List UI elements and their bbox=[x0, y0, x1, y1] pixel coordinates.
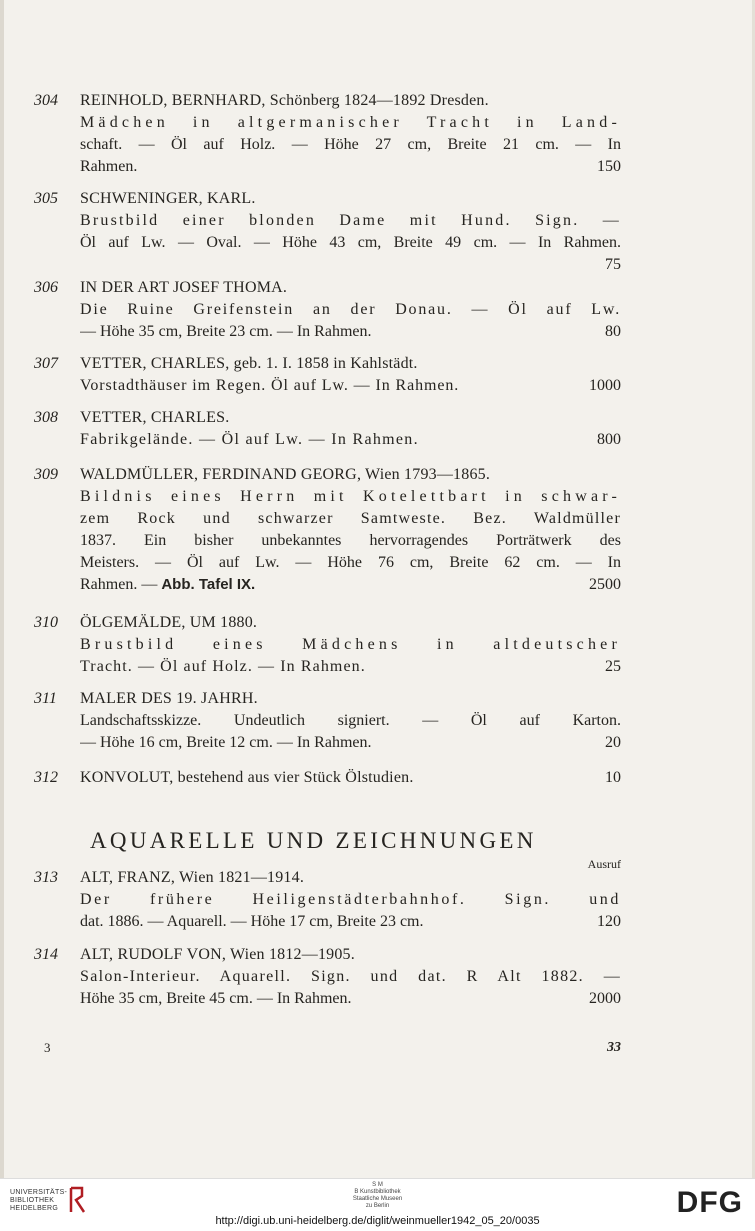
lot-number: 314 bbox=[34, 946, 58, 963]
lot-heading: ALT, FRANZ, Wien 1821—1914. bbox=[80, 869, 305, 886]
lot-text: Rahmen. — bbox=[80, 576, 158, 593]
lot-number: 308 bbox=[34, 409, 58, 426]
heidelberg-logo-icon bbox=[68, 1186, 90, 1214]
lot-text-line: — Höhe 35 cm, Breite 23 cm. — In Rahmen. bbox=[80, 323, 372, 340]
lot-text-line: Landschaftsskizze. Undeutlich signiert. — Öl auf Karton. bbox=[80, 712, 621, 729]
lot-text-line: zem Rock und schwarzer Samtweste. Bez. Waldmüller bbox=[80, 510, 621, 527]
lot-price: 2000 bbox=[589, 990, 621, 1007]
lot-text-line: dat. 1886. — Aquarell. — Höhe 17 cm, Breite 23 cm. bbox=[80, 913, 424, 930]
lot-text-line: Brustbild eines Mädchens in altdeutscher bbox=[80, 636, 621, 653]
lot-heading: WALDMÜLLER, FERDINAND GEORG, Wien 1793—1865. bbox=[80, 466, 491, 483]
lot-text-line: Mädchen in altgermanischer Tracht in Land- bbox=[80, 114, 621, 131]
uni-line: HEIDELBERG bbox=[10, 1205, 59, 1212]
kunstbibliothek-label bbox=[300, 1182, 455, 1210]
lot-text-line: Der frühere Heiligenstädterbahnhof. Sign. und bbox=[80, 891, 621, 908]
signature-mark: 3 bbox=[44, 1040, 51, 1055]
lot-text-line: Brustbild einer blonden Dame mit Hund. Sign. — bbox=[80, 212, 621, 229]
lot-text-line: Die Ruine Greifenstein an der Donau. — Öl auf Lw. bbox=[80, 301, 621, 318]
plate-reference: Abb. Tafel IX. bbox=[161, 576, 256, 593]
lot-price: 1000 bbox=[589, 377, 621, 394]
lot-heading: MALER DES 19. JAHRH. bbox=[80, 690, 258, 707]
lot-heading: VETTER, CHARLES, geb. 1. I. 1858 in Kahlstädt. bbox=[80, 355, 418, 372]
uni-line: UNIVERSITÄTS- bbox=[10, 1189, 68, 1196]
lot-text-line: Höhe 35 cm, Breite 45 cm. — In Rahmen. bbox=[80, 990, 352, 1007]
section-title: AQUARELLE UND ZEICHNUNGEN bbox=[90, 828, 537, 853]
uni-line: BIBLIOTHEK bbox=[10, 1197, 55, 1204]
lot-text-line: Bildnis eines Herrn mit Kotelettbart in schwar- bbox=[80, 488, 621, 505]
lot-price: 2500 bbox=[589, 576, 621, 593]
lot-price: 75 bbox=[605, 256, 621, 273]
lot-text-line: Vorstadthäuser im Regen. Öl auf Lw. — In Rahmen. bbox=[80, 377, 460, 394]
lot-price: 25 bbox=[605, 658, 621, 675]
lot-price: 10 bbox=[605, 769, 621, 786]
source-url[interactable]: http://digi.ub.uni-heidelberg.de/diglit/weinmueller1942_05_20/0035 bbox=[215, 1215, 540, 1227]
lot-text-line: schaft. — Öl auf Holz. — Höhe 27 cm, Breite 21 cm. — In bbox=[80, 136, 621, 153]
lot-text-line bbox=[80, 574, 380, 595]
center-line: S M bbox=[372, 1182, 383, 1188]
lot-number: 306 bbox=[34, 279, 58, 296]
lot-number: 309 bbox=[34, 466, 58, 483]
lot-heading: IN DER ART JOSEF THOMA. bbox=[80, 279, 288, 296]
lot-text-line: Salon-Interieur. Aquarell. Sign. und dat. R Alt 1882. — bbox=[80, 968, 621, 985]
lot-number: 312 bbox=[34, 769, 58, 786]
lot-heading: ÖLGEMÄLDE, UM 1880. bbox=[80, 614, 258, 631]
lot-heading: SCHWENINGER, KARL. bbox=[80, 190, 256, 207]
lot-text-line: Fabrikgelände. — Öl auf Lw. — In Rahmen. bbox=[80, 431, 419, 448]
lot-number: 310 bbox=[34, 614, 58, 631]
lot-number: 304 bbox=[34, 92, 58, 109]
lot-heading: KONVOLUT, bestehend aus vier Stück Ölstudien. bbox=[80, 769, 414, 786]
lot-price: 800 bbox=[597, 431, 621, 448]
lot-text-line: Tracht. — Öl auf Holz. — In Rahmen. bbox=[80, 658, 366, 675]
page-number: 33 bbox=[607, 1040, 621, 1055]
lot-text-line: 1837. Ein bisher unbekanntes hervorragendes Porträtwerk des bbox=[80, 532, 621, 549]
lot-heading: VETTER, CHARLES. bbox=[80, 409, 230, 426]
center-line: B Kunstbibliothek bbox=[354, 1189, 401, 1195]
lot-price: 120 bbox=[597, 913, 621, 930]
university-library-label bbox=[10, 1189, 67, 1213]
lot-number: 313 bbox=[34, 869, 58, 886]
lot-number: 305 bbox=[34, 190, 58, 207]
page-edge-left bbox=[0, 0, 4, 1178]
lot-heading: REINHOLD, BERNHARD, Schönberg 1824—1892 Dresden. bbox=[80, 92, 489, 109]
dfg-logo: DFG bbox=[676, 1186, 743, 1219]
ausruf-label: Ausruf bbox=[587, 857, 621, 871]
lot-number: 307 bbox=[34, 355, 58, 372]
lot-text-line: Meisters. — Öl auf Lw. — Höhe 76 cm, Breite 62 cm. — In bbox=[80, 554, 621, 571]
lot-number: 311 bbox=[34, 690, 57, 707]
lot-price: 20 bbox=[605, 734, 621, 751]
lot-text-line: Rahmen. bbox=[80, 158, 138, 175]
lot-text-line: — Höhe 16 cm, Breite 12 cm. — In Rahmen. bbox=[80, 734, 372, 751]
lot-heading: ALT, RUDOLF VON, Wien 1812—1905. bbox=[80, 946, 355, 963]
center-line: zu Berlin bbox=[365, 1203, 390, 1209]
lot-price: 150 bbox=[597, 158, 621, 175]
center-line: Staatliche Museen bbox=[352, 1196, 403, 1202]
lot-price: 80 bbox=[605, 323, 621, 340]
lot-text-line: Öl auf Lw. — Oval. — Höhe 43 cm, Breite 49 cm. — In Rahmen. bbox=[80, 234, 621, 251]
